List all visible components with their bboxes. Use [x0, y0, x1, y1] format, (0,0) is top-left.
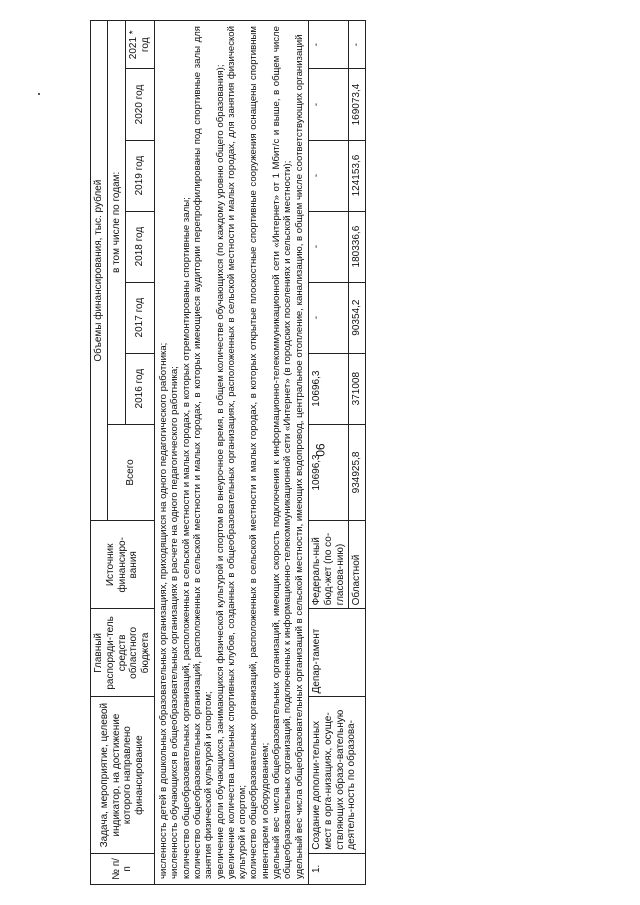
indicator-text: количество общеобразовательных организаций, расположенных в сельской местности и малых городах, в которых отремонтированы спортивные залы;	[180, 197, 192, 879]
rotated-sheet	[90, 20, 470, 885]
year-value: 180336,6	[349, 211, 366, 282]
indicators-block	[154, 21, 308, 885]
year-value: -	[309, 282, 349, 353]
task-cell: Создание дополни-тельных мест в орга-низациях, осуще-ствляющих образо-вательную деятель-ность по образова-	[309, 697, 366, 853]
year-header: 2017 год	[126, 282, 155, 353]
year-value: -	[349, 21, 366, 70]
indicator-text: количество общеобразовательных организаций, расположенных в сельской местности и малых городах, в которых имеющиеся аудитории перепрофилированы под спортивные залы для занятия физической культурой и спортом;	[191, 26, 215, 879]
indicator-text: увеличение количества школьных спортивных клубов, созданных в общеобразовательных организациях, расположенных в сельской местности и малых городах, для занятия физической культурой и спортом;	[225, 26, 249, 879]
header-row-1	[91, 21, 108, 885]
year-value: 124153,6	[349, 140, 366, 211]
indicators-row	[154, 21, 308, 885]
indicator-text: численность детей в дошкольных образовательных организациях, приходящихся на одного педагогического работника;	[157, 342, 169, 879]
year-header: 2018 год	[126, 211, 155, 282]
indicator-text: численность обучающихся в общеобразовательных организациях в расчете на одного педагогического работника;	[169, 366, 181, 879]
col-task-header: Задача, мероприятие, целевой индикатор, на достижение которого направлено финансирование	[91, 697, 155, 853]
year-header: 2016 год	[126, 353, 155, 424]
col-source-header: Источник финансиро-вания	[91, 521, 155, 609]
year-header: 2021 * год	[126, 21, 155, 70]
funding-table	[90, 20, 366, 885]
col-manager-header: Главный распоряди-тель средств областного бюджета	[91, 609, 155, 697]
by-years-header: в том числе по годам:	[107, 21, 126, 425]
total-cell: 10696,3	[309, 424, 349, 521]
manager-cell: Депар-тамент	[309, 609, 366, 697]
col-no-header: № п/п	[91, 853, 155, 884]
funding-title: Объемы финансирования, тыс. рублей	[91, 21, 108, 521]
year-value: -	[309, 140, 349, 211]
year-value: 169073,4	[349, 69, 366, 140]
indicator-text: количество общеобразовательных организаций, расположенных в сельской местности и малых городах, в которых открытые плоскостные спортивные сооружения оснащены спортивным инвентарем и оборудованием;	[248, 26, 271, 879]
year-header: 2020 год	[126, 69, 155, 140]
indicator-text: удельный вес числа общеобразовательных организаций, имеющих скорость подключения к информационно-телекоммуникационной сети «Интернет» от 1 Мбит/с и выше, в общем числе общеобразовательных организаций, подключенных к информационно-телекоммуникационной сети «Интернет» (в городских поселениях и сельской местности);	[271, 26, 294, 879]
indicator-text: удельный вес числа общеобразовательных организаций в сельской местности, имеющих водопровод, центральное отопление, канализацию, в общем числе соответствующих организаций	[293, 34, 305, 879]
year-header: 2019 год	[126, 140, 155, 211]
page-number: 90	[313, 443, 327, 457]
indicator-text: увеличение доли обучающихся, занимающихся физической культурой и спортом во внеурочное время, в общем количестве обучающихся (по каждому уровню общего образования);	[214, 64, 226, 879]
col-total-header: Всего	[107, 424, 154, 521]
total-cell: 934925,8	[349, 424, 366, 521]
year-value: 371008	[349, 353, 366, 424]
scan-speck	[38, 93, 40, 95]
source-cell: Федераль-ный бюд-жет (по со-гласова-нию)	[309, 521, 349, 609]
year-value: -	[309, 211, 349, 282]
row-number: 1.	[309, 853, 366, 884]
source-cell: Областной	[349, 521, 366, 609]
year-value: 10696,3	[309, 353, 349, 424]
year-value: 90354,2	[349, 282, 366, 353]
table-row	[309, 21, 349, 885]
year-value: -	[309, 69, 349, 140]
year-value: -	[309, 21, 349, 70]
